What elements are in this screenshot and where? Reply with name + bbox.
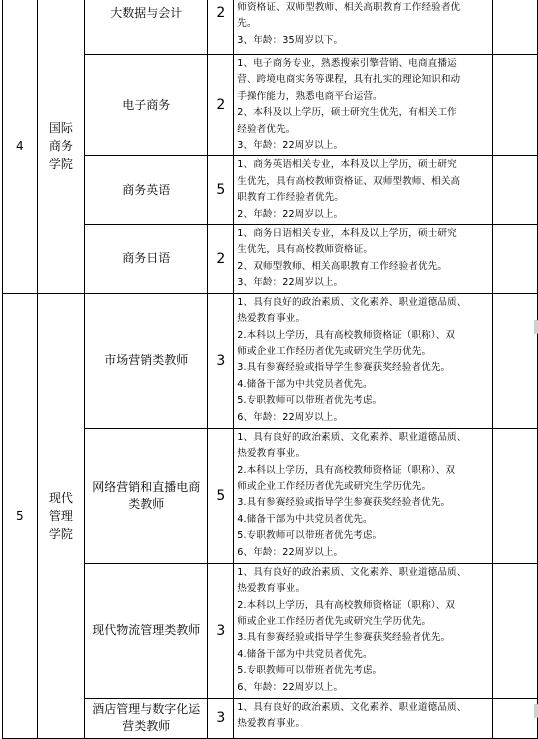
requirements-cell xyxy=(234,156,492,225)
requirement-line: 营、跨境电商实务等课程，具有扎实的理论知识和动 xyxy=(237,74,461,86)
requirement-line: 热爱教育事业。 xyxy=(237,718,306,730)
resize-handle-top[interactable] xyxy=(534,320,538,334)
requirement-line: 4.储备干部为中共党员者优先。 xyxy=(237,648,373,660)
requirements-cell xyxy=(234,225,492,294)
requirement-line: 5.专职教师可以带班者优先考虑。 xyxy=(237,530,383,542)
position-name: 市场营销类教师 xyxy=(85,293,208,428)
remarks-cell xyxy=(492,563,537,698)
requirement-line: 6、年龄：22周岁以上。 xyxy=(237,546,344,558)
requirement-line: 3.具有参赛经验或指导学生参赛获奖经验者优先。 xyxy=(237,362,451,374)
requirement-line: 热爱教育事业。 xyxy=(237,583,306,595)
requirement-line: 3.具有参赛经验或指导学生参赛获奖经验者优先。 xyxy=(237,497,451,509)
requirement-line: 4.储备干部为中共党员者优先。 xyxy=(237,378,373,390)
row-index-cell: 4 xyxy=(3,0,38,293)
requirement-line: 热爱教育事业。 xyxy=(237,313,306,325)
requirement-line: 职教育工作经验者优先。 xyxy=(237,192,344,204)
position-name: 商务英语 xyxy=(85,156,208,225)
requirement-line: 热爱教育事业。 xyxy=(237,448,306,460)
college-name: 国际商务学院 xyxy=(48,120,73,171)
position-count: 3 xyxy=(208,698,234,738)
requirement-line: 先。 xyxy=(237,18,257,30)
requirement-line: 2、本科及以上学历，硕士研究生优先，有相关工作 xyxy=(237,107,457,119)
requirement-line: 1、具有良好的政治素质、文化素养、职业道德品质、 xyxy=(237,296,467,308)
requirements-cell xyxy=(234,428,492,563)
remarks-cell xyxy=(492,156,537,225)
resize-handle-bottom[interactable] xyxy=(534,704,538,718)
requirement-line: 经验者优先。 xyxy=(237,123,296,135)
requirement-line: 师或企业工作经历者优先或研究生学历优先。 xyxy=(237,345,432,357)
requirement-line: 3.具有参赛经验或指导学生参赛获奖经验者优先。 xyxy=(237,632,451,644)
requirement-line: 5.专职教师可以带班者优先考虑。 xyxy=(237,665,383,677)
requirement-line: 3、年龄：22周岁以上。 xyxy=(237,140,344,152)
position-name: 大数据与会计 xyxy=(85,0,208,55)
requirement-line: 师资格证、双师型教师、相关高职教育工作经验者优 xyxy=(237,2,461,13)
requirement-line: 6、年龄：22周岁以上。 xyxy=(237,411,344,423)
remarks-cell xyxy=(492,293,537,428)
requirements-cell xyxy=(234,55,492,156)
requirement-line: 4.储备干部为中共党员者优先。 xyxy=(237,513,373,525)
position-name: 电子商务 xyxy=(85,55,208,156)
requirement-line: 师或企业工作经历者优先或研究生学历优先。 xyxy=(237,480,432,492)
position-name: 商务日语 xyxy=(85,225,208,294)
requirement-line: 1、具有良好的政治素质、文化素养、职业道德品质、 xyxy=(237,566,467,578)
requirement-line: 生优先，具有高校教师资格证。 xyxy=(237,244,374,256)
requirement-line: 1、具有良好的政治素质、文化素养、职业道德品质、 xyxy=(237,431,467,443)
remarks-cell xyxy=(492,698,537,738)
requirement-line: 2.本科以上学历，具有高校教师资格证（职称）、双 xyxy=(237,599,456,611)
requirement-line: 3、年龄：35周岁以下。 xyxy=(237,34,344,46)
requirement-line: 生优先，具有高校教师资格证、双师型教师、相关高 xyxy=(237,175,461,187)
position-name: 酒店管理与数字化运营类教师 xyxy=(85,698,208,738)
remarks-cell xyxy=(492,0,537,55)
requirement-line: 手操作能力，熟悉电商平台运营。 xyxy=(237,90,383,102)
requirement-line: 师或企业工作经历者优先或研究生学历优先。 xyxy=(237,615,432,627)
requirement-line: 2.本科以上学历，具有高校教师资格证（职称）、双 xyxy=(237,329,456,341)
remarks-cell xyxy=(492,55,537,156)
recruitment-table xyxy=(2,0,538,739)
requirement-line: 2.本科以上学历，具有高校教师资格证（职称）、双 xyxy=(237,464,456,476)
table-row xyxy=(3,0,538,55)
requirement-line: 2、双师型教师、相关高职教育工作经验者优先。 xyxy=(237,260,448,272)
remarks-cell xyxy=(492,428,537,563)
requirement-line: 5.专职教师可以带班者优先考虑。 xyxy=(237,395,383,407)
position-count: 3 xyxy=(208,293,234,428)
position-count: 2 xyxy=(208,55,234,156)
position-count: 5 xyxy=(208,428,234,563)
position-name: 现代物流管理类教师 xyxy=(85,563,208,698)
position-count: 3 xyxy=(208,563,234,698)
college-cell xyxy=(37,293,84,738)
requirements-cell xyxy=(234,563,492,698)
row-index-cell: 5 xyxy=(3,293,38,738)
requirement-line: 1、商务日语相关专业，本科及以上学历，硕士研究 xyxy=(237,228,457,240)
requirement-line: 3、年龄：22周岁以上。 xyxy=(237,277,344,289)
position-count: 5 xyxy=(208,156,234,225)
requirement-line: 1、具有良好的政治素质、文化素养、职业道德品质、 xyxy=(237,701,467,713)
position-name: 网络营销和直播电商类教师 xyxy=(85,428,208,563)
requirement-line: 2、年龄：22周岁以上。 xyxy=(237,208,344,220)
position-count: 2 xyxy=(208,225,234,294)
requirement-line: 1、电子商务专业，熟悉搜索引擎营销、电商直播运 xyxy=(237,58,457,69)
requirement-line: 6、年龄：22周岁以上。 xyxy=(237,681,344,693)
requirements-cell xyxy=(234,698,492,738)
requirements-cell xyxy=(234,293,492,428)
remarks-cell xyxy=(492,225,537,294)
requirements-cell xyxy=(234,0,492,55)
college-name: 现代管理学院 xyxy=(48,490,73,541)
requirement-line: 1、商务英语相关专业，本科及以上学历，硕士研究 xyxy=(237,159,457,171)
table-row xyxy=(3,293,538,428)
position-count: 2 xyxy=(208,0,234,55)
college-cell xyxy=(37,0,84,293)
